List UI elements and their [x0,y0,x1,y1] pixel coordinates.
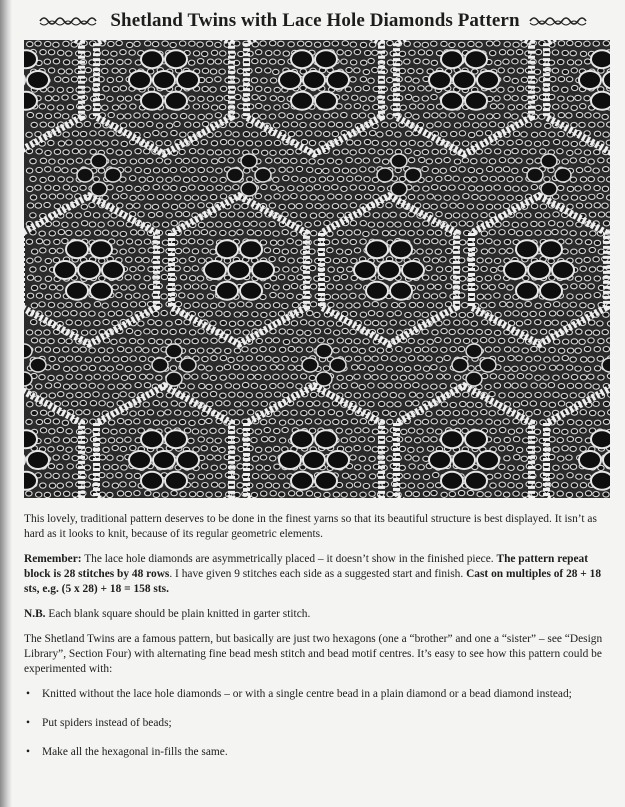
description-paragraph: The Shetland Twins are a famous pattern, but basically are just two hexagons (one a “brother” and one a “sister” – see “Design Library”, Section Four) with alternating fine bead mesh stitch and bead motif centres. It’s easy to see how this pattern could be experimented with: [24,633,603,675]
list-item: • Knitted without the lace hole diamonds – or with a single centre bead in a plain diamond or a bead diamond instead; [24,687,610,702]
pattern-text [24,512,610,774]
wavy-ornament-icon [38,14,102,28]
remember-label: Remember: [24,553,82,565]
variation-list [24,687,610,760]
knitted-lace-swatch-image [24,40,610,498]
remember-text-1: The lace hole diamonds are asymmetrically placed – it doesn’t show in the finished piece. [81,553,497,565]
cast-on-note: Cast on multiples of 28 + 18 sts, e.g. (5 x 28) + 18 = 158 sts. [24,568,602,595]
list-item: • Make all the hexagonal in-fills the same. [24,745,610,760]
nb-paragraph [24,607,610,622]
lace-texture [24,40,610,498]
remember-paragraph [24,552,610,597]
page-binding-shadow [0,0,12,807]
intro-paragraph: This lovely, traditional pattern deserves to be done in the finest yarns so that its beautiful structure is best displayed. It isn’t as hard as it looks to knit, because of its regular geometric elements. [24,513,597,540]
wavy-ornament-icon [528,14,592,28]
remember-text-2: . I have given 9 stitches each side as a suggested start and finish. [169,568,467,580]
nb-text: Each blank square should be plain knitted in garter stitch. [45,608,311,620]
page-title: Shetland Twins with Lace Hole Diamonds Pattern [110,10,520,31]
list-item: • Put spiders instead of beads; [24,716,610,731]
repeat-block-note: The pattern repeat block is 28 stitches by 48 rows [24,553,588,580]
title-row [20,8,610,34]
nb-label: N.B. [24,608,46,620]
